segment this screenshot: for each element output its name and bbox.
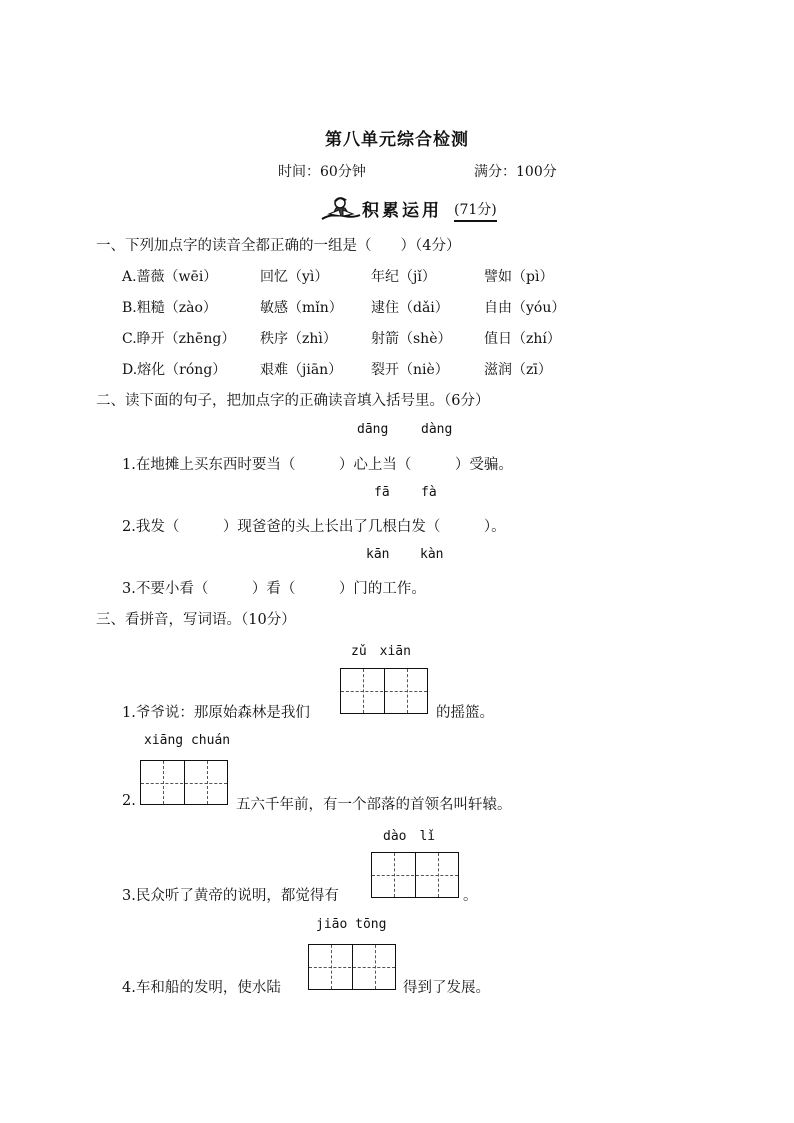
q3-pinyin: zǔ xiān [351, 644, 411, 659]
q2-sentence: 2.我发（ ）现爸爸的头上长出了几根白发（ ）。 [122, 519, 506, 535]
q2-pinyin: dāng [357, 422, 389, 437]
q1-stem: 一、下列加点字的读音全都正确的一组是（ ）（4分） [96, 238, 461, 254]
q1-option: 敏感（mǐn） [260, 300, 343, 316]
q1-option: D.熔化（róng） [122, 362, 227, 378]
q1-option: 譬如（pì） [484, 269, 554, 285]
q1-option: 回忆（yì） [260, 269, 329, 285]
q3-pinyin: jiāo tōng [316, 917, 387, 932]
writing-grid[interactable] [140, 760, 228, 805]
q1-option: 秩序（zhì） [260, 331, 337, 347]
q1-option: C.睁开（zhēng） [122, 331, 236, 347]
q2-pinyin: kān [366, 547, 390, 562]
q2-stem: 二、读下面的句子，把加点字的正确读音填入括号里。（6分） [96, 393, 490, 409]
q1-option: B.粗糙（zào） [122, 300, 217, 316]
q3-pinyin: dào lǐ [383, 829, 436, 844]
q2-pinyin: fà [421, 485, 437, 500]
q3-sentence-after: 的摇篮。 [436, 705, 494, 721]
full-score: 满分：100分 [474, 164, 557, 180]
q1-option: 艰难（jiān） [260, 362, 343, 378]
writing-grid[interactable] [308, 944, 396, 990]
q2-pinyin: kàn [420, 547, 444, 562]
time-limit: 时间：60分钟 [278, 164, 366, 180]
q3-sentence-before: 4.车和船的发明，使水陆 [122, 980, 281, 996]
q1-option: 逮住（dǎi） [371, 300, 449, 316]
q2-sentence: 3.不要小看（ ）看（ ）门的工作。 [122, 581, 426, 597]
q1-option: 射箭（shè） [371, 331, 452, 347]
q2-sentence: 1.在地摊上买东西时要当（ ）心上当（ ）受骗。 [122, 457, 513, 473]
q3-sentence-after: 得到了发展。 [403, 980, 490, 996]
q3-sentence-before: 2. [122, 793, 136, 809]
q3-sentence-after: 。 [463, 888, 478, 904]
q1-option: 年纪（jǐ） [371, 269, 436, 285]
q3-stem: 三、看拼音，写词语。（10分） [96, 612, 296, 628]
q2-pinyin: fā [374, 485, 390, 500]
reading-kid-icon [320, 194, 362, 222]
section-score: (71分) [454, 199, 497, 222]
q3-sentence-before: 1.爷爷说：那原始森林是我们 [122, 705, 310, 721]
q1-option: 裂开（niè） [371, 362, 449, 378]
q3-sentence-before: 3.民众听了黄帝的说明，都觉得有 [122, 888, 339, 904]
q3-sentence-after: 五六千年前，有一个部落的首领名叫轩辕。 [236, 797, 512, 813]
q1-option: 自由（yóu） [484, 300, 566, 316]
writing-grid[interactable] [340, 668, 428, 714]
q3-pinyin: xiāng chuán [144, 733, 231, 748]
q2-pinyin: dàng [421, 422, 453, 437]
q1-option: 值日（zhí） [484, 331, 561, 347]
section-label: 积累运用 [362, 201, 442, 221]
writing-grid[interactable] [371, 852, 459, 898]
page-title: 第八单元综合检测 [325, 130, 469, 150]
q1-option: A.蔷薇（wēi） [122, 269, 218, 285]
q1-option: 滋润（zī） [484, 362, 552, 378]
